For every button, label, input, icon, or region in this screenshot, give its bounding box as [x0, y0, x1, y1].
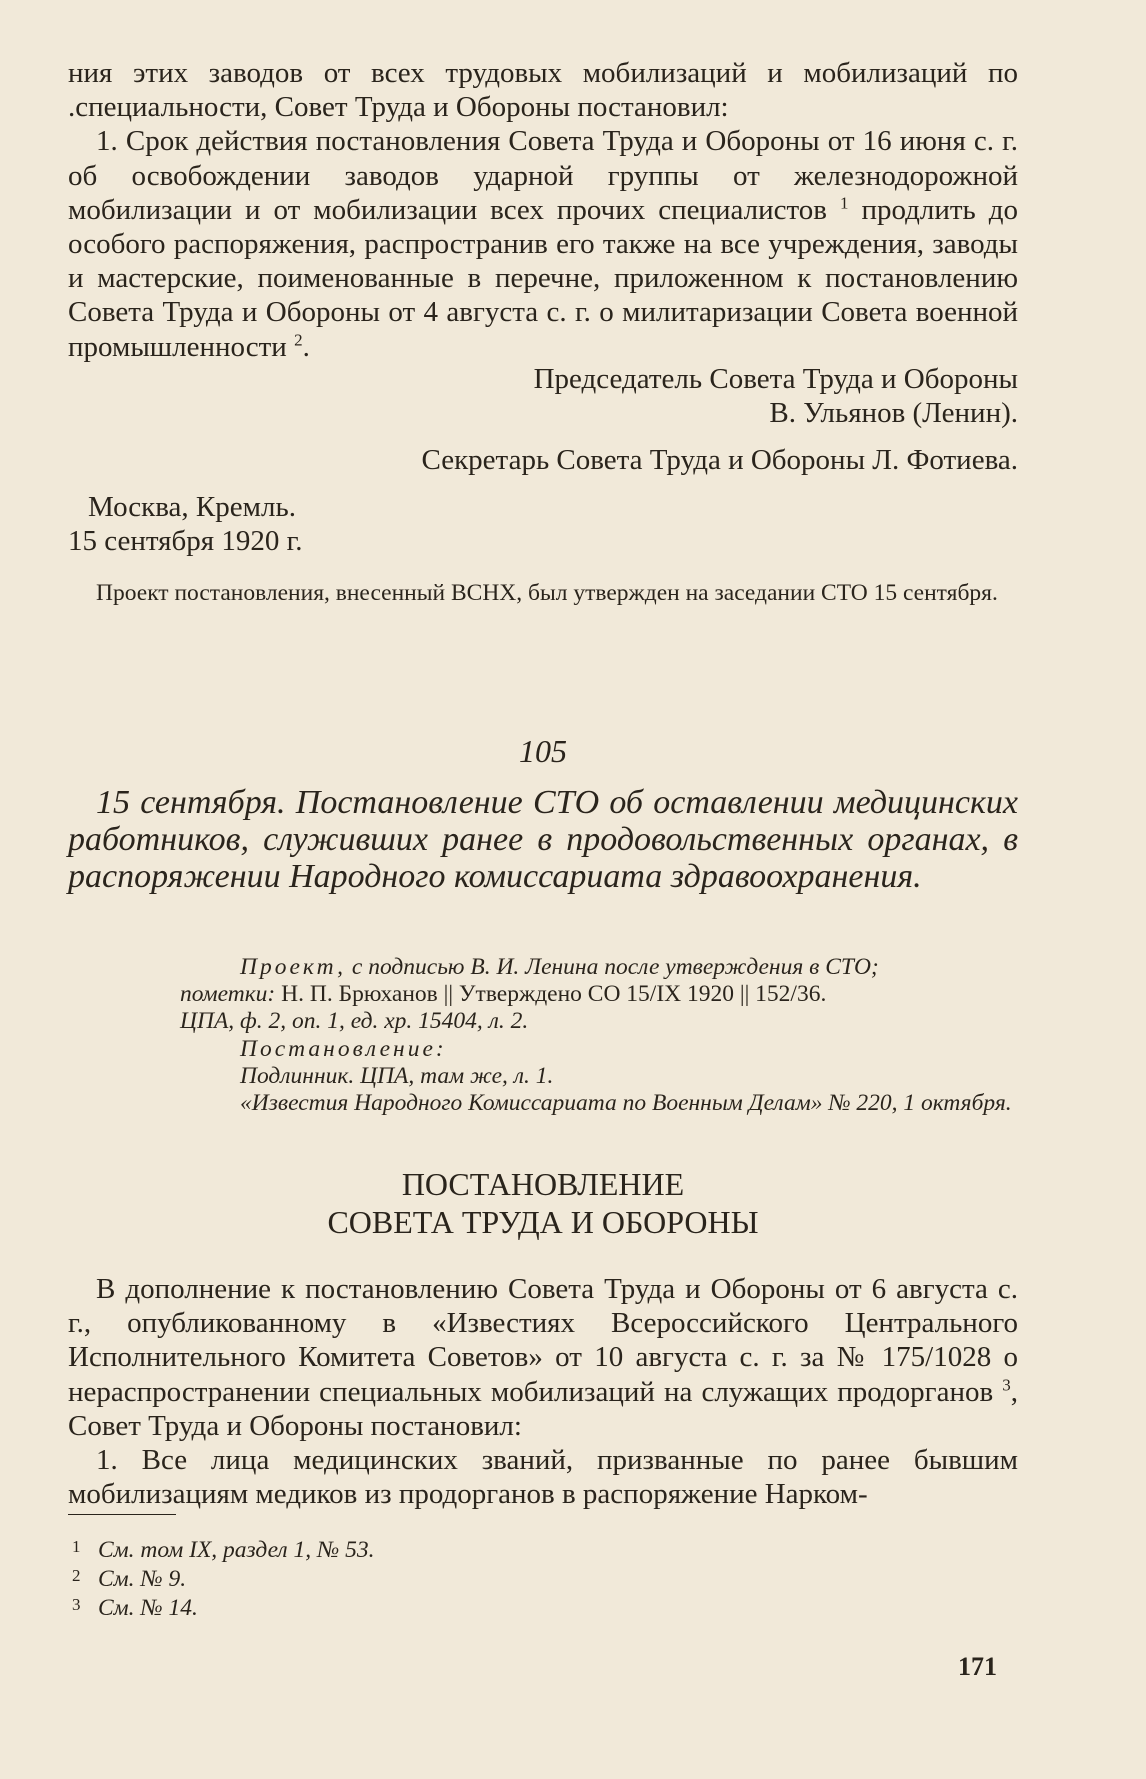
heading-line-2: СОВЕТА ТРУДА И ОБОРОНЫ — [327, 1204, 759, 1240]
heading-line-1: ПОСТАНОВЛЕНИЕ — [401, 1166, 685, 1202]
top-text — [68, 56, 1018, 364]
footnote-ref: 2 — [294, 329, 303, 349]
footnote-divider — [68, 1514, 176, 1515]
source-line-1: Проект, с подписью В. И. Ленина после утверждения в СТО; — [240, 954, 879, 980]
footnote-3: 3 См. № 14. — [72, 1595, 198, 1621]
editor-note-block — [68, 580, 1018, 606]
source-line-5: Подлинник. ЦПА, там же, л. 1. — [240, 1062, 554, 1089]
document-number: 105 — [519, 733, 567, 769]
secretary-signature: Секретарь Совета Труда и Обороны Л. Фотиева. — [421, 444, 1018, 477]
chair-title: Председатель Совета Труда и Обороны — [533, 363, 1018, 395]
source-line-2: пометки: Н. П. Брюханов || Утверждено СО 15/IX 1920 || 152/36. — [180, 981, 827, 1008]
source-line-4: Постановление: — [240, 1035, 447, 1062]
footnotes — [72, 1534, 1022, 1621]
footnote-2: 2 См. № 9. — [72, 1566, 187, 1592]
document-105 — [68, 733, 1018, 895]
footnote-ref: 1 — [839, 193, 849, 213]
document-title: 15 сентября. Постановление СТО об оставлении медицинских работников, служивших ранее в продовольственных органах, в распоряжении Народного комиссариата здравоохранения. — [68, 784, 1018, 895]
source-line-6: «Известия Народного Комиссариата по Военным Делам» № 220, 1 октября. — [240, 1090, 1012, 1117]
resolution-body — [68, 1272, 1018, 1511]
chair-name: В. Ульянов (Ленин). — [769, 397, 1018, 430]
resolution-heading — [68, 1165, 1018, 1241]
resolution-item-1: 1. Срок действия постановления Совета Труда и Обороны от 16 июня с. г. об освобождении заводов ударной группы от железнодорожной мобилизации и от мобилизации всех прочих специалистов $^1$ продлить до особого распоряжения, распространив его также на все учреждения, заводы и мастерские, поименованные в перечне, приложенном к постановлению Совета Труда и Обороны от 4 августа с. г. о милитаризации Совета военной промышленности $^2$. — [68, 125, 1019, 363]
body-paragraph-1: В дополнение к постановлению Совета Труда и Обороны от 6 августа с. г., опубликованному в «Известиях Всероссийского Центрального Исполнительного Комитета Советов» от 10 августа с. г. за № 175/1028 о нераспространении специальных мобилизаций на служащих продорганов $^3$, Совет Труда и Обороны постановил: — [68, 1273, 1018, 1442]
editor-note: Проект постановления, внесенный ВСНХ, был утвержден на заседании СТО 15 сентября. — [96, 580, 998, 606]
date: 15 сентября 1920 г. — [68, 524, 303, 557]
footnote-ref: 3 — [1002, 1374, 1011, 1394]
signature-block — [68, 362, 1018, 558]
sources-block — [180, 954, 1018, 1117]
source-line-3: ЦПА, ф. 2, оп. 1, ед. хр. 15404, л. 2. — [180, 1008, 529, 1035]
place: Москва, Кремль. — [88, 490, 296, 523]
body-paragraph-2: 1. Все лица медицинских званий, призванные по ранее бывшим мобилизациям медиков из продорганов в распоряжение Нарком- — [68, 1444, 1018, 1511]
page-number: 171 — [958, 1652, 997, 1681]
footnote-1: 1 См. том IX, раздел 1, № 53. — [72, 1537, 375, 1563]
continued-paragraph: ния этих заводов от всех трудовых мобилизаций и мобилизаций по .специальности, Совет Труда и Обороны постановил: — [68, 57, 1018, 124]
